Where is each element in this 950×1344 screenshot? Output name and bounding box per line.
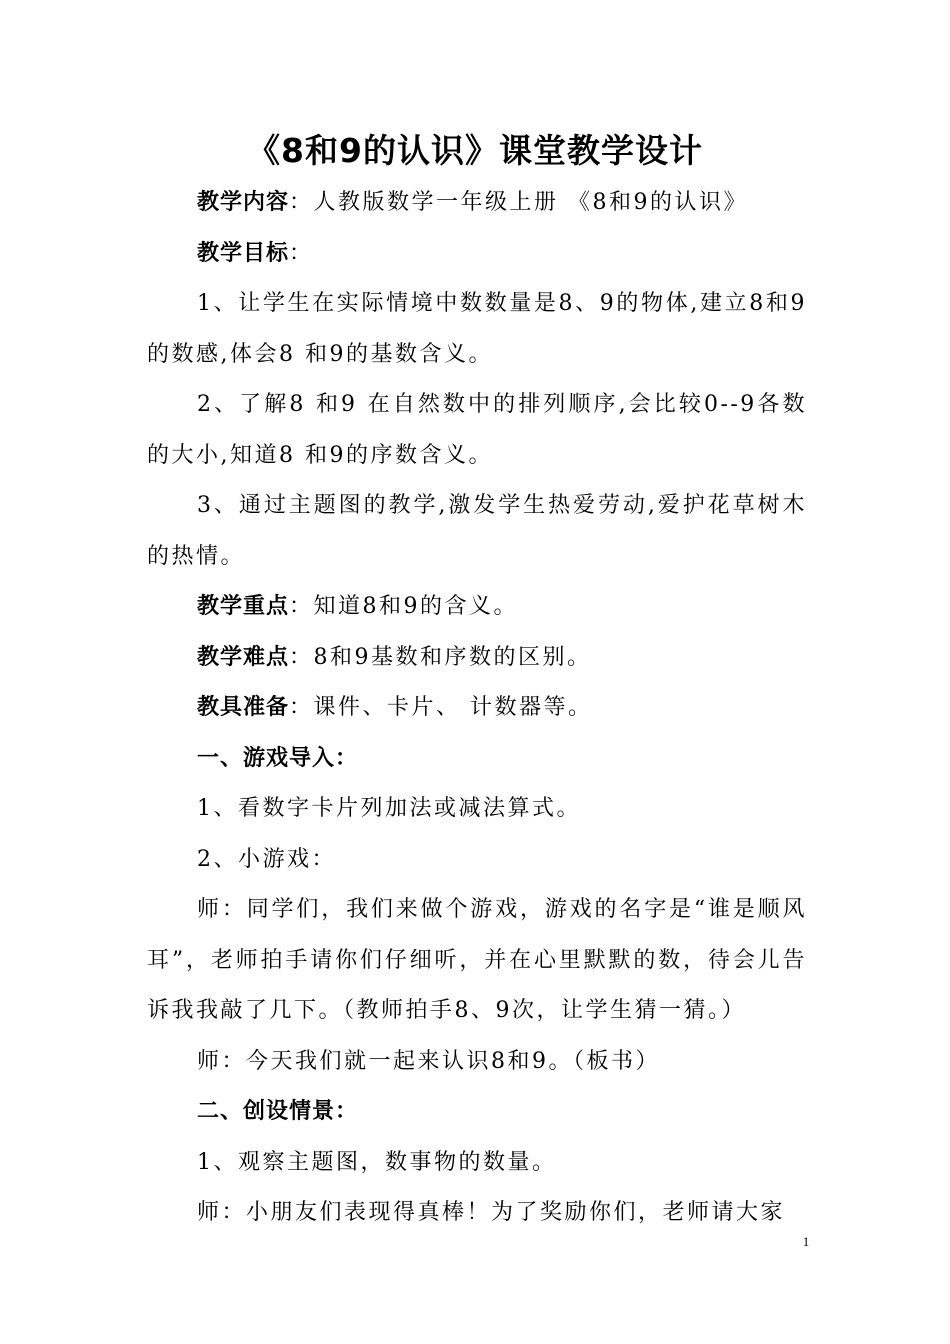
section-2-item-1: 1、观察主题图，数事物的数量。: [197, 1149, 557, 1175]
goal-item-3: 3、通过主题图的教学,激发学生热爱劳动,爱护花草树木的热情。: [147, 493, 807, 569]
section-heading-scenario: 二、创设情景：: [197, 1099, 359, 1124]
teaching-tools: [147, 683, 807, 734]
key-points-text: ：知道8和9的含义。: [289, 594, 519, 619]
difficulties-label: 教学难点: [197, 644, 290, 670]
difficulties-text: ：8和9基数和序数的区别。: [289, 644, 592, 670]
page-number: 1: [802, 1234, 810, 1249]
section-1-teacher-line-2: 师：今天我们就一起来认识8和9。（板书）: [197, 1048, 660, 1074]
teaching-content-label: 教学内容: [197, 190, 290, 215]
teaching-content: [147, 178, 807, 229]
tools-text: ：课件、卡片、 计数器等。: [289, 695, 593, 720]
teaching-goals: [147, 229, 807, 280]
section-1-item-2: 2、小游戏：: [197, 846, 336, 872]
goal-item-1: 1、让学生在实际情境中数数量是8、9的物体,建立8和9 的数感,体会8 和9的基数含义。: [147, 291, 807, 367]
teaching-goals-label: 教学目标: [197, 240, 290, 266]
document-body: [147, 178, 807, 1239]
teaching-goals-text: ：: [289, 240, 314, 266]
document-title: 《8和9的认识》课堂教学设计: [247, 131, 703, 170]
section-1-item-1: 1、看数字卡片列加法或减法算式。: [197, 796, 581, 821]
teaching-key-points: [147, 582, 807, 633]
key-points-label: 教学重点: [197, 594, 290, 619]
section-heading-game-intro: 一、游戏导入：: [197, 745, 359, 771]
teaching-content-text: ：人教版数学一年级上册 《8和9的认识》: [289, 190, 749, 215]
tools-label: 教具准备: [197, 695, 290, 720]
section-1-teacher-line-1: 师：同学们，我们来做个游戏，游戏的名字是“谁是顺风耳”，老师拍手请你们仔细听，并在心里默默的数，待会儿告诉我我敲了几下。（教师拍手8、9次，让学生猜一猜。）: [147, 897, 807, 1023]
goal-item-2: 2、了解8 和9 在自然数中的排列顺序,会比较0--9各数的大小,知道8 和9的序数含义。: [147, 392, 807, 468]
section-2-teacher-line-1: 师：小朋友们表现得真棒！为了奖励你们，老师请大家: [197, 1200, 786, 1225]
teaching-difficulties: [147, 633, 807, 684]
